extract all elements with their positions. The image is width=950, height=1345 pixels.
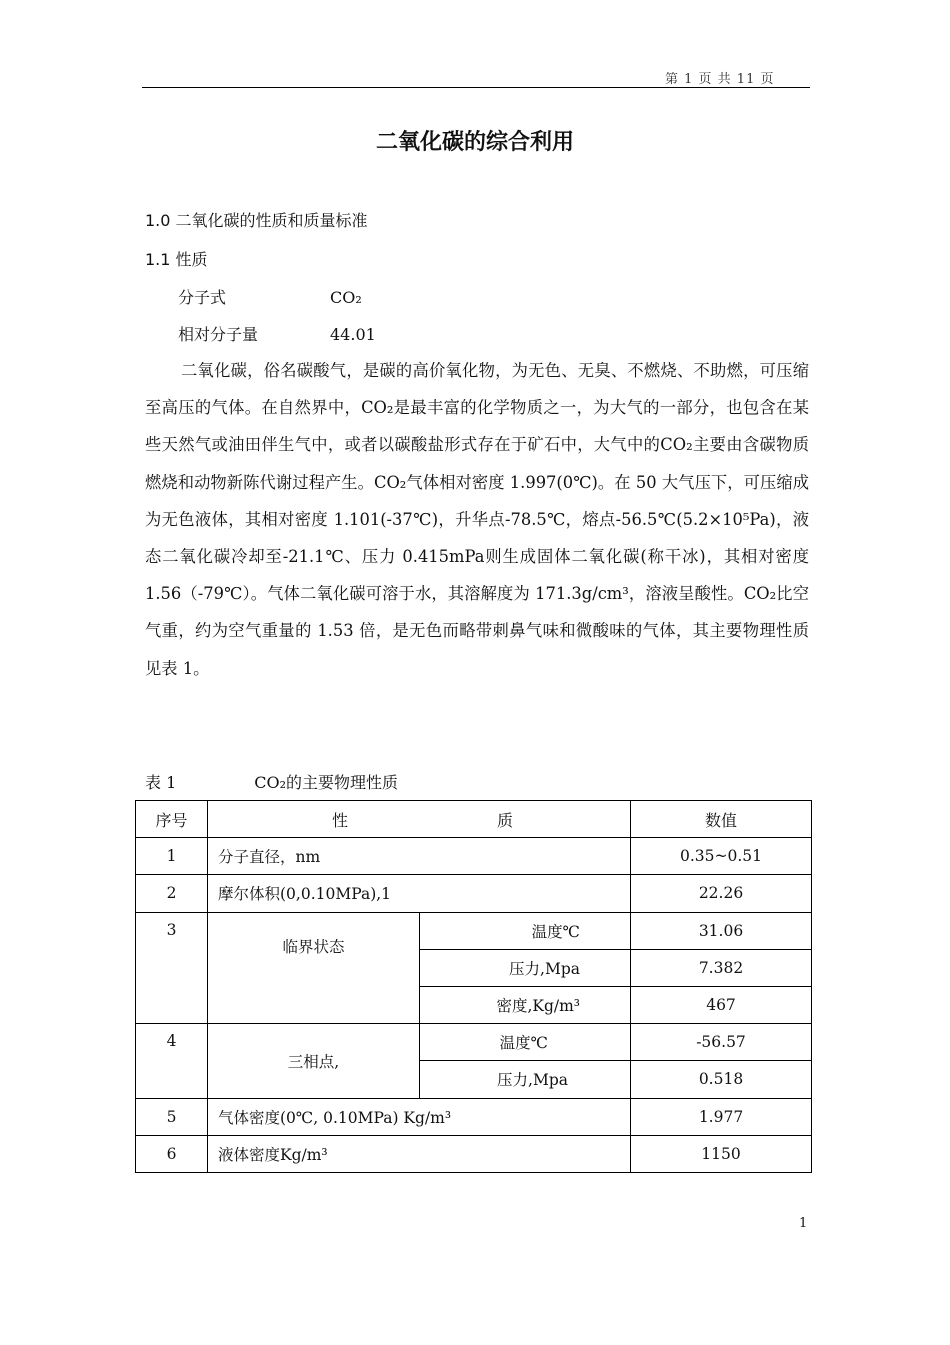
header-divider: [142, 87, 810, 88]
property-key: 相对分子量: [178, 325, 259, 344]
property-key: 分子式: [178, 288, 227, 307]
cell-property: 液体密度Kg/m³: [208, 1135, 631, 1172]
header-value: 数值: [631, 801, 812, 838]
page-number: 1: [799, 1216, 808, 1231]
cell-value: 22.26: [631, 875, 812, 912]
cell-value: -56.57: [631, 1024, 812, 1061]
cell-seq: 3: [136, 912, 208, 1024]
cell-value: 0.518: [631, 1061, 812, 1098]
section-heading-1-0: 1.0 二氧化碳的性质和质量标准: [145, 211, 368, 230]
cell-value: 0.35~0.51: [631, 838, 812, 875]
cell-group-critical-state: 临界状态: [208, 912, 420, 1024]
cell-subproperty: 温度℃: [420, 912, 631, 949]
header-seq: 序号: [136, 801, 208, 838]
table-header-row: [136, 801, 812, 838]
cell-property: 气体密度(0℃, 0.10MPa) Kg/m³: [208, 1098, 631, 1135]
header-property-left: 性: [332, 810, 349, 830]
table-row: [136, 838, 812, 875]
cell-subproperty: 压力,Mpa: [420, 1061, 631, 1098]
cell-seq: 6: [136, 1135, 208, 1172]
table-row: [136, 912, 812, 949]
cell-group-triple-point: 三相点,: [208, 1024, 420, 1098]
body-paragraph: 二氧化碳，俗名碳酸气，是碳的高价氧化物，为无色、无臭、不燃烧、不助燃，可压缩至高压的气体。在自然界中，CO₂是最丰富的化学物质之一，为大气的一部分，也包含在某些天然气或油田伴生气中，或者以碳酸盐形式存在于矿石中，大气中的CO₂主要由含碳物质燃烧和动物新陈代谢过程产生。CO₂气体相对密度 1.997(0℃)。在 50 大气压下，可压缩成为无色液体，其相对密度 1.101(-37℃)，升华点-78.5℃，熔点-56.5℃(5.2×10⁵Pa)，液态二氧化碳冷却至-21.1℃、压力 0.415mPa则生成固体二氧化碳(称干冰)，其相对密度 1.56（-79℃）。气体二氧化碳可溶于水，其溶解度为 171.3g/cm³，溶液呈酸性。CO₂比空气重，约为空气重量的 1.53 倍，是无色而略带刺鼻气味和微酸味的气体，其主要物理性质见表 1。: [145, 361, 809, 678]
cell-seq: 1: [136, 838, 208, 875]
table-caption: [145, 770, 398, 793]
cell-subproperty: 密度,Kg/m³: [420, 986, 631, 1023]
table-row: [136, 1024, 812, 1061]
cell-value: 7.382: [631, 949, 812, 986]
table-row: [136, 875, 812, 912]
header-property-right: 质: [496, 810, 513, 830]
cell-seq: 2: [136, 875, 208, 912]
cell-property: 摩尔体积(0,0.10MPa),1: [208, 875, 631, 912]
cell-value: 31.06: [631, 912, 812, 949]
cell-seq: 4: [136, 1024, 208, 1098]
section-heading-1-1: 1.1 性质: [145, 250, 208, 269]
property-value: CO₂: [330, 288, 362, 307]
table-caption-title: CO₂的主要物理性质: [254, 773, 399, 792]
header-property: [208, 801, 631, 838]
document-title: 二氧化碳的综合利用: [375, 130, 574, 155]
physical-properties-table: [135, 800, 812, 1173]
cell-value: 1.977: [631, 1098, 812, 1135]
page-header-info: 第 1 页 共 11 页: [665, 72, 775, 87]
cell-value: 1150: [631, 1135, 812, 1172]
cell-subproperty: 温度℃: [420, 1024, 631, 1061]
table-row: [136, 1098, 812, 1135]
property-row-formula: [178, 285, 362, 308]
table-row: [136, 1135, 812, 1172]
cell-subproperty: 压力,Mpa: [420, 949, 631, 986]
table-caption-label: 表 1: [145, 773, 177, 792]
property-value: 44.01: [330, 325, 376, 344]
cell-property: 分子直径，nm: [208, 838, 631, 875]
cell-value: 467: [631, 986, 812, 1023]
cell-seq: 5: [136, 1098, 208, 1135]
property-row-molecular-weight: [178, 322, 376, 345]
